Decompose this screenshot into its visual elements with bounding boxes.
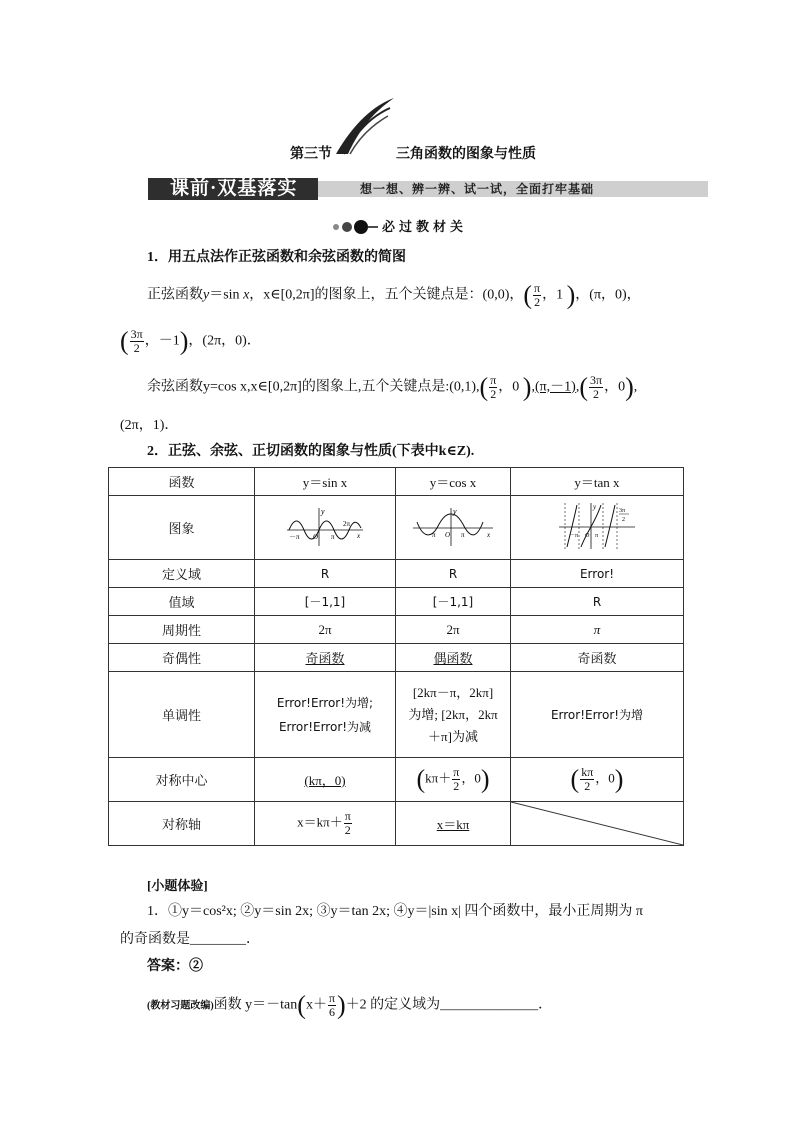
svg-text:π: π <box>461 530 465 539</box>
cell-cos: (kπ＋ $\frac{\pi}{2}$ ，0) <box>396 758 511 802</box>
row-label: 对称中心 <box>109 758 255 802</box>
cell-tan: 奇函数 <box>511 644 684 672</box>
table-row <box>109 644 684 672</box>
svg-text:－π: －π <box>425 530 436 539</box>
banner-title: 课前·双基落实 <box>170 178 298 199</box>
cell-cos: [－1,1] <box>396 588 511 616</box>
cell-cos: 偶函数 <box>396 644 511 672</box>
svg-text:2: 2 <box>622 516 625 523</box>
svg-text:－π: －π <box>289 532 300 541</box>
row-label: 定义域 <box>109 560 255 588</box>
cell-sin: [－1,1] <box>255 588 396 616</box>
table-row-axis <box>109 802 684 846</box>
cell-cos: 2π <box>396 616 511 644</box>
sin-points-line2: ( $\frac{3\pi}{2}$ ，－1)，(2π，0)． <box>120 326 261 356</box>
cell-sin: 2π <box>255 616 396 644</box>
row-label: 值域 <box>109 588 255 616</box>
svg-text:O: O <box>313 532 319 541</box>
svg-text:y: y <box>453 506 457 516</box>
cell-sin: 奇函数 <box>255 644 396 672</box>
table-row-graph <box>109 496 684 560</box>
sin-points-line1: 正弦函数y＝sin x，x∈[0,2π]的图象上，五个关键点是：(0,0)，( $\frac{\pi}{2}$ ，1 )，(π，0)， <box>147 280 641 310</box>
cell-tan: π <box>511 616 684 644</box>
header-sin: y＝sin x <box>255 468 396 496</box>
pill-label: 必过教材关 <box>382 219 468 234</box>
sin-graph-cell <box>255 496 396 560</box>
cell-tan: R <box>511 588 684 616</box>
swoosh-logo-icon <box>334 96 396 156</box>
tan-graph <box>557 501 637 551</box>
svg-text:2π: 2π <box>343 519 351 528</box>
question-1-line1: 1．①y＝cos²x; ②y＝sin 2x; ③y＝tan 2x; ④y＝|sin x| 四个函数中，最小正周期为 π <box>147 904 643 919</box>
diagonal-line <box>511 802 683 845</box>
cos-points-line2: (2π，1)． <box>120 418 179 433</box>
row-label: 图象 <box>109 496 255 560</box>
item1-heading: 1．用五点法作正弦函数和余弦函数的简图 <box>147 250 406 265</box>
svg-text:O: O <box>445 530 451 539</box>
cell-cos: R <box>396 560 511 588</box>
row-label: 周期性 <box>109 616 255 644</box>
cell-tan: Error!Error!为增 <box>511 672 684 758</box>
svg-text:x: x <box>487 530 491 539</box>
header-tan: y＝tan x <box>511 468 684 496</box>
section-number: 第三节 <box>290 147 332 162</box>
header-function: 函数 <box>109 468 255 496</box>
section-banner <box>148 178 708 200</box>
cell-tan: ( $\frac{k\pi}{2}$ ，0) <box>511 758 684 802</box>
table-row-monotonic <box>109 672 684 758</box>
table-row <box>109 560 684 588</box>
cell-tan: Error! <box>511 560 684 588</box>
page-title: 三角函数的图象与性质 <box>396 147 536 162</box>
cell-cos: x＝kπ <box>396 802 511 846</box>
table-row <box>109 616 684 644</box>
cell-sin: x＝kπ＋ $\frac{\pi}{2}$ <box>255 802 396 846</box>
svg-text:y: y <box>321 506 325 516</box>
table-header-row <box>109 468 684 496</box>
cell-cos: [2kπ－π，2kπ] 为增; [2kπ，2kπ ＋π]为减 <box>396 672 511 758</box>
svg-text:π: π <box>595 532 599 539</box>
row-label: 对称轴 <box>109 802 255 846</box>
sin-graph <box>285 504 365 548</box>
item2-heading: 2．正弦、余弦、正切函数的图象与性质(下表中k∈Z). <box>147 444 475 459</box>
cell-sin: Error!Error!为增; Error!Error!为减 <box>255 672 396 758</box>
svg-text:－π: －π <box>569 532 579 539</box>
dots-icon <box>330 219 380 235</box>
row-label: 单调性 <box>109 672 255 758</box>
question-1-line2: 的奇函数是________． <box>120 932 260 947</box>
tan-graph-cell <box>511 496 684 560</box>
practice-heading: [小题体验] <box>147 878 208 893</box>
banner-subtitle: 想一想、辨一辨、试一试，全面打牢基础 <box>360 182 595 196</box>
cos-points-line1: 余弦函数y=cos x,x∈[0,2π]的图象上,五个关键点是:(0,1),( $\frac{\pi}{2}$ ，0 ),(π,－1),( $\frac{3\pi}{2}$ ，0), <box>147 372 638 402</box>
cell-tan-empty <box>511 802 684 846</box>
svg-text:x: x <box>357 531 361 540</box>
svg-text:y: y <box>593 502 597 511</box>
cell-sin: R <box>255 560 396 588</box>
header-cos: y＝cos x <box>396 468 511 496</box>
question-2: (教材习题改编)函数 y＝－tan(x＋ $\frac{\pi}{6}$ )＋2 的定义域为______________． <box>147 990 553 1020</box>
answer-1: 答案：② <box>147 959 203 974</box>
cell-sin: (kπ，0) <box>255 758 396 802</box>
table-row <box>109 588 684 616</box>
properties-table <box>108 467 684 846</box>
row-label: 奇偶性 <box>109 644 255 672</box>
svg-text:O: O <box>585 532 590 539</box>
cos-graph-cell <box>396 496 511 560</box>
svg-text:3π: 3π <box>619 507 626 514</box>
table-row-center <box>109 758 684 802</box>
svg-text:π: π <box>331 532 335 541</box>
cos-graph <box>411 504 495 548</box>
